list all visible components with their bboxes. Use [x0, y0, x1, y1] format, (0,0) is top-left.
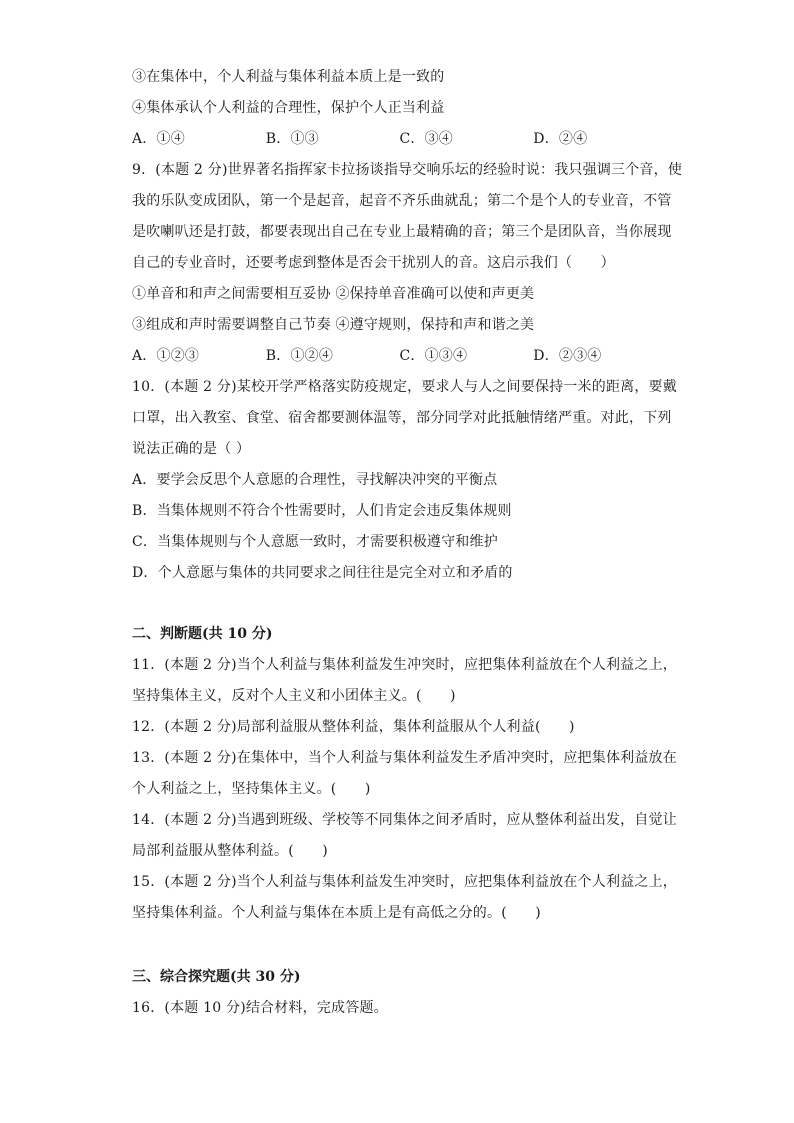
q12-line-1: 12．(本题 2 分)局部利益服从整体利益，集体利益服从个人利益( ): [132, 719, 575, 735]
q13-line-2: 个人利益之上，坚持集体主义。( ): [132, 781, 371, 797]
q10-stem-line-1: 10．(本题 2 分)某校开学严格落实防疫规定，要求人与人之间要保持一米的距离，要戴: [132, 379, 677, 395]
q8-statement-4: ④集体承认个人利益的合理性，保护个人正当利益: [132, 100, 445, 116]
q10-option-a[interactable]: A．要学会反思个人意愿的合理性，寻找解决冲突的平衡点: [132, 472, 498, 488]
q8-option-a[interactable]: A．①④: [132, 131, 185, 147]
q9-option-c[interactable]: C．①③④: [399, 348, 468, 364]
q8-statement-3: ③在集体中，个人利益与集体利益本质上是一致的: [132, 69, 445, 85]
q8-option-b[interactable]: B．①③: [265, 131, 319, 147]
section-2: [132, 619, 677, 929]
q9-stem-line-3: 是吹喇叭还是打鼓，都要表现出自己在专业上最精确的音；第三个是团队音，当你展现: [132, 224, 672, 240]
q11-line-2: 坚持集体主义，反对个人主义和小团体主义。( ): [132, 688, 456, 704]
q8-options: [132, 124, 667, 155]
q15-line-1: 15．(本题 2 分)当个人利益与集体利益发生冲突时，应把集体利益放在个人利益之上，: [132, 874, 677, 890]
section-3: [132, 962, 667, 1024]
q10-stem-line-2: 口罩，出入教室、食堂、宿舍都要测体温等，部分同学对此抵触情绪严重。对此，下列: [132, 410, 672, 426]
q10-stem-line-3: 说法正确的是（ ）: [132, 441, 251, 457]
q9-option-a[interactable]: A．①②③: [132, 348, 200, 364]
q9-statements-3-4: ③组成和声时需要调整自己节奏 ④遵守规则，保持和声和谐之美: [132, 317, 535, 333]
exam-page: [132, 62, 683, 1024]
q11-line-1: 11．(本题 2 分)当个人利益与集体利益发生冲突时，应把集体利益放在个人利益之上，: [132, 657, 677, 673]
q9-stem-line-2: 我的乐队变成团队，第一个是起音，起音不齐乐曲就乱；第二个是个人的专业音，不管: [132, 193, 672, 209]
q10-option-d[interactable]: D．个人意愿与集体的共同要求之间往往是完全对立和矛盾的: [132, 565, 513, 581]
section-2-title: 二、判断题(共 10 分): [132, 626, 273, 642]
q9-stem-line-4: 自己的专业音时，还要考虑到整体是否会干扰别人的音。这启示我们（ ）: [132, 255, 615, 271]
question-9: [132, 155, 683, 372]
q14-line-1: 14．(本题 2 分)当遇到班级、学校等不同集体之间矛盾时，应从整体利益出发，自觉让: [132, 812, 677, 828]
q8-option-c[interactable]: C．③④: [399, 131, 454, 147]
q15-line-2: 坚持集体利益。个人利益与集体在本质上是有高低之分的。( ): [132, 905, 541, 921]
question-10: [132, 372, 677, 589]
q10-option-c[interactable]: C．当集体规则与个人意愿一致时，才需要积极遵守和维护: [132, 534, 498, 550]
q9-options: [132, 341, 667, 372]
q14-line-2: 局部利益服从整体利益。( ): [132, 843, 328, 859]
q13-line-1: 13．(本题 2 分)在集体中，当个人利益与集体利益发生矛盾冲突时，应把集体利益放在: [132, 750, 677, 766]
q10-option-b[interactable]: B．当集体规则不符合个性需要时，人们肯定会违反集体规则: [132, 503, 512, 519]
q9-option-d[interactable]: D．②③④: [533, 348, 602, 364]
q9-statements-1-2: ①单音和和声之间需要相互妥协 ②保持单音准确可以使和声更美: [132, 286, 535, 302]
q9-stem-line-1: 9．(本题 2 分)世界著名指挥家卡拉扬谈指导交响乐坛的经验时说：我只强调三个音，使: [132, 162, 683, 178]
q9-option-b[interactable]: B．①②④: [265, 348, 334, 364]
question-8-tail: [132, 62, 667, 155]
section-3-title: 三、综合探究题(共 30 分): [132, 969, 301, 985]
q16-line-1: 16．(本题 10 分)结合材料，完成答题。: [132, 1000, 388, 1016]
q8-option-d[interactable]: D．②④: [533, 131, 588, 147]
